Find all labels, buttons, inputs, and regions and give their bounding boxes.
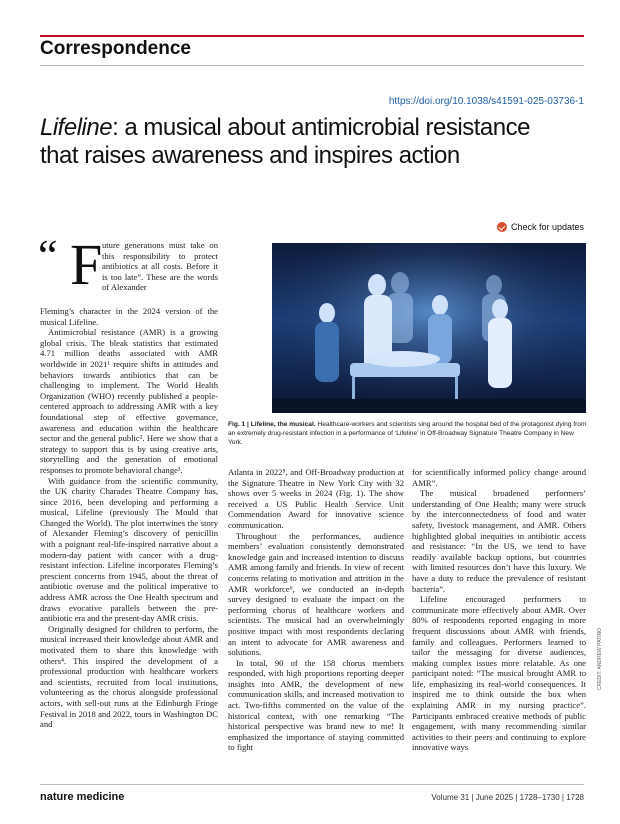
journal-name: nature medicine bbox=[40, 791, 125, 803]
column-3 bbox=[412, 467, 586, 753]
check-updates-label: Check for updates bbox=[510, 222, 584, 232]
title-italic: Lifeline bbox=[40, 114, 113, 141]
paragraph: Atlanta in 2022⁵, and Off-Broadway production at the Signature Theatre in New York City with 32 shows over 5 weeks in 2024 (Fig. 1). The show received a US Public Health Service Unit Commendation Award for innovative science communication. bbox=[228, 467, 404, 530]
quote-tail: Fleming’s character in the 2024 version of the musical Lifeline. bbox=[40, 306, 218, 327]
paragraph: for scientifically informed policy change around AMR”. bbox=[412, 467, 586, 488]
caption-text: Healthcare-workers and scientists sing around the hospital bed of the protagonist dying from an extremely drug-resistant infection in a performance of ‘Lifeline’ in Off-Broadway Signature Theatre Company in New York. bbox=[228, 421, 587, 446]
column-1 bbox=[38, 231, 218, 730]
dropcap-quote-mark: “ bbox=[38, 231, 58, 280]
figure-photo bbox=[272, 243, 586, 413]
dropcap-letter: F bbox=[70, 232, 103, 297]
paragraph: In total, 90 of the 158 chorus members responded, with high proportions reporting deeper insights into AMR, the development of new communication skills, and increased motivation to act. Two-fifths commented on the value of the historical context, with one remarking “The historical perspective was brand new to me! It emphasized the importance of staying committed to fight bbox=[228, 657, 404, 753]
top-accent-rule bbox=[40, 35, 584, 37]
volume-info: Volume 31 | June 2025 | 1728–1730 | 1728 bbox=[431, 793, 584, 802]
caption-label: Fig. 1 | bbox=[228, 421, 249, 428]
paragraph: Throughout the performances, audience members’ evaluation consistently demonstrated knowledge gain and increased intention to discuss AMR among family and friends. In view of recent concerns relating to motivation and attrition in the AMR workforce⁶, we conducted an in-depth survey designed to evaluate the impact on the performing chorus of healthcare workers and scientists. The musical had an overwhelmingly positive impact with most respondents declaring an intent to advocate for AMR awareness and solutions. bbox=[228, 530, 404, 658]
title-rest: : a musical about antimicrobial resistance that raises awareness and inspires action bbox=[40, 114, 530, 169]
caption-title: Lifeline, the musical. bbox=[250, 421, 316, 428]
doi-link[interactable]: https://doi.org/10.1038/s41591-025-03736-1 bbox=[388, 96, 584, 107]
footer-divider bbox=[40, 784, 584, 785]
check-updates-icon bbox=[497, 222, 507, 232]
article-title bbox=[40, 114, 560, 170]
paragraph: Antimicrobial resistance (AMR) is a growing global crisis. The bleak statistics that estimated 4.71 million deaths associated with AMR worldwide in 2021¹ require shifts in attitudes and behaviors towards antibiotics that can be challenging to implement. The World Health Organization (WHO) recently published a people-centered approach to addressing AMR with a key foundational step of effective governance, awareness and education within the healthcare sector and the general public². Here we show that a strategy to support this is by using creative arts, storytelling and the generation of emotional responses to promote behavioral change³. bbox=[40, 327, 218, 475]
section-label: Correspondence bbox=[40, 38, 191, 59]
paragraph: With guidance from the scientific community, the UK charity Charades Theatre Company has, since 2016, been developing and performing a musical, Lifeline (previously The Mould that Changed the World). The plot intertwines the story of Alexander Fleming’s discovery of penicillin with a poignant real-life-inspired narrative about a modern-day patient with cancer with a drug-resistant infection. Lifeline incorporates Fleming’s prescient concerns from 1945, about the threat of antibiotic overuse and the political imperative to address AMR across the One Health spectrum and draws evocative parallels between the pre-antibiotic era and the present-day AMR crisis. bbox=[40, 475, 218, 624]
photo-credit: CREDIT: ANDREW PATINO bbox=[597, 627, 603, 690]
check-updates-button[interactable] bbox=[497, 222, 584, 232]
opening-quote bbox=[38, 231, 218, 306]
quote-text: uture generations must take on this responsibility to protect antibiotics at all costs. Before it is too late”. These are the words of Alexander bbox=[102, 240, 218, 293]
figure-caption bbox=[228, 420, 588, 447]
paragraph: Originally designed for children to perform, the musical increased their knowledge about AMR and motivated them to share this knowledge with others⁴. This inspired the development of a professional production with healthcare workers and scientists, recruited from local institutions, volunteering as the chorus alongside professional actors, with sell-out runs at the Edinburgh Fringe Festival in 2018 and 2022, tours in Washington DC and bbox=[40, 623, 218, 730]
paragraph: Lifeline encouraged performers to communicate more effectively about AMR. Over 80% of respondents reported engaging in more frequent discussions about AMR with friends, family and colleagues. Performers learned to tailor the messaging for diverse audiences, making complex issues more relatable. As one participant noted: “The musical brought AMR to life, emphasizing its real-world consequences. It inspired me to think outside the box when explaining AMR in my nursing practice”. Participants embraced creative methods of public engagement, with many recommending similar activities to their peers and continuing to explore innovative ways bbox=[412, 594, 586, 753]
section-divider bbox=[40, 65, 584, 66]
paragraph: The musical broadened performers’ understanding of One Health; many were struck by the interconnectedness of food and water safety, livestock management, and AMR. Others highlighted global inequities in antibiotic access and resistance: “In the US, we tend to have readily available backup options, but countries with limited resources don’t have this luxury. We have a duty to reduce the prevalence of resistant bacteria”. bbox=[412, 488, 586, 594]
stage-scene-illustration bbox=[272, 243, 586, 413]
column-2 bbox=[228, 467, 404, 753]
